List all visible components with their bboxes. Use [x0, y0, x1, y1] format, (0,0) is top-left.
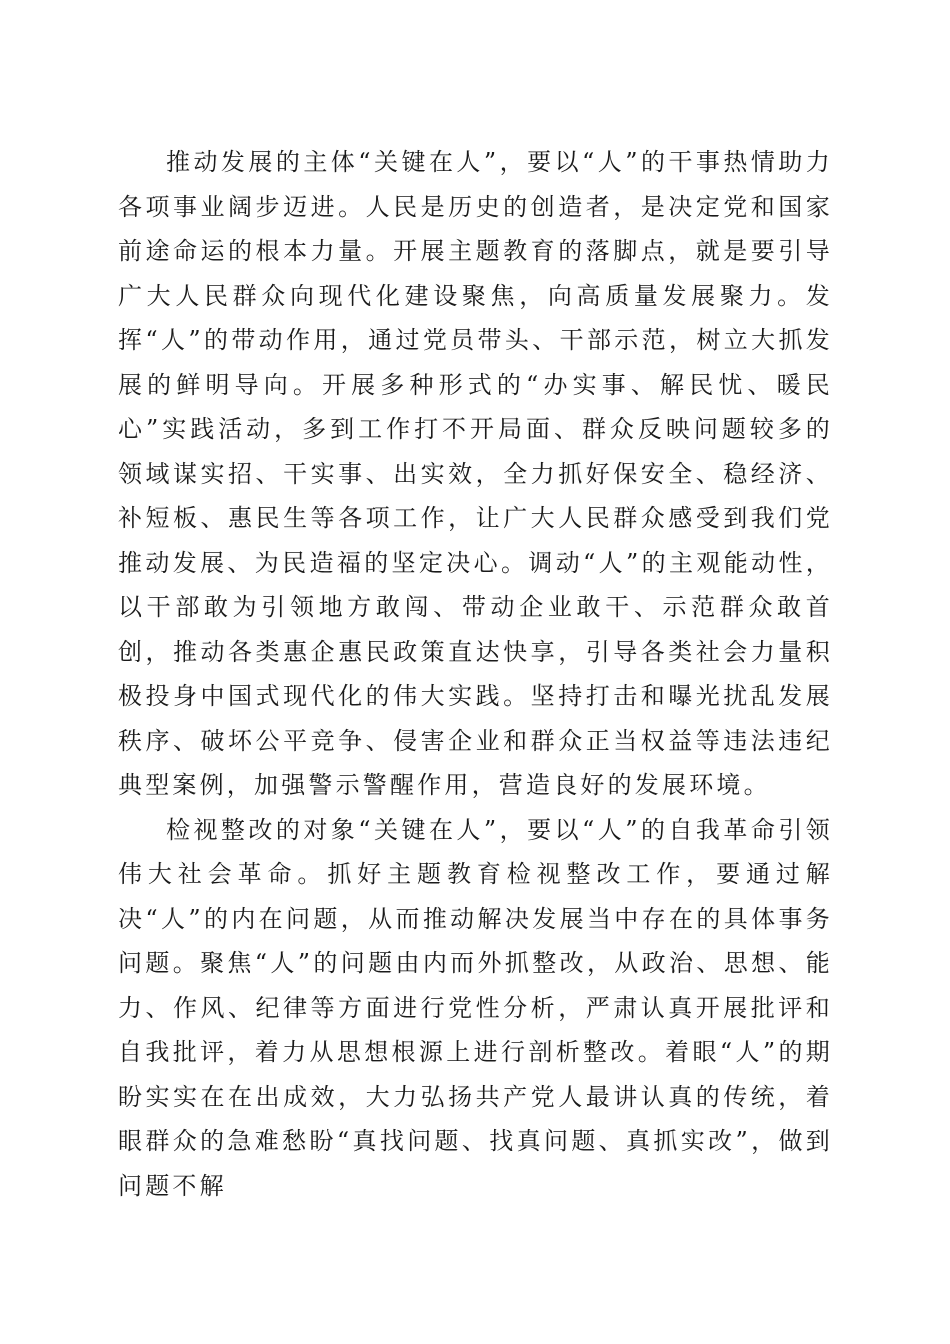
document-body	[118, 140, 833, 1208]
paragraph-2: 检视整改的对象“关键在人”，要以“人”的自我革命引领伟大社会革命。抓好主题教育检视整改工作，要通过解决“人”的内在问题，从而推动解决发展当中存在的具体事务问题。聚焦“人”的问题由内而外抓整改，从政治、思想、能力、作风、纪律等方面进行党性分析，严肃认真开展批评和自我批评，着力从思想根源上进行剖析整改。着眼“人”的期盼实实在在出成效，大力弘扬共产党人最讲认真的传统，着眼群众的急难愁盼“真找问题、找真问题、真抓实改”，做到问题不解	[118, 815, 833, 1200]
paragraph-1: 推动发展的主体“关键在人”，要以“人”的干事热情助力各项事业阔步迈进。人民是历史的创造者，是决定党和国家前途命运的根本力量。开展主题教育的落脚点，就是要引导广大人民群众向现代化建设聚焦，向高质量发展聚力。发挥“人”的带动作用，通过党员带头、干部示范，树立大抓发展的鲜明导向。开展多种形式的“办实事、解民忧、暖民心”实践活动，多到工作打不开局面、群众反映问题较多的领域谋实招、干实事、出实效，全力抓好保安全、稳经济、补短板、惠民生等各项工作，让广大人民群众感受到我们党推动发展、为民造福的坚定决心。调动“人”的主观能动性，以干部敢为引领地方敢闯、带动企业敢干、示范群众敢首创，推动各类惠企惠民政策直达快享，引导各类社会力量积极投身中国式现代化的伟大实践。坚持打击和曝光扰乱发展秩序、破坏公平竞争、侵害企业和群众正当权益等违法违纪典型案例，加强警示警醒作用，营造良好的发展环境。	[118, 148, 833, 799]
